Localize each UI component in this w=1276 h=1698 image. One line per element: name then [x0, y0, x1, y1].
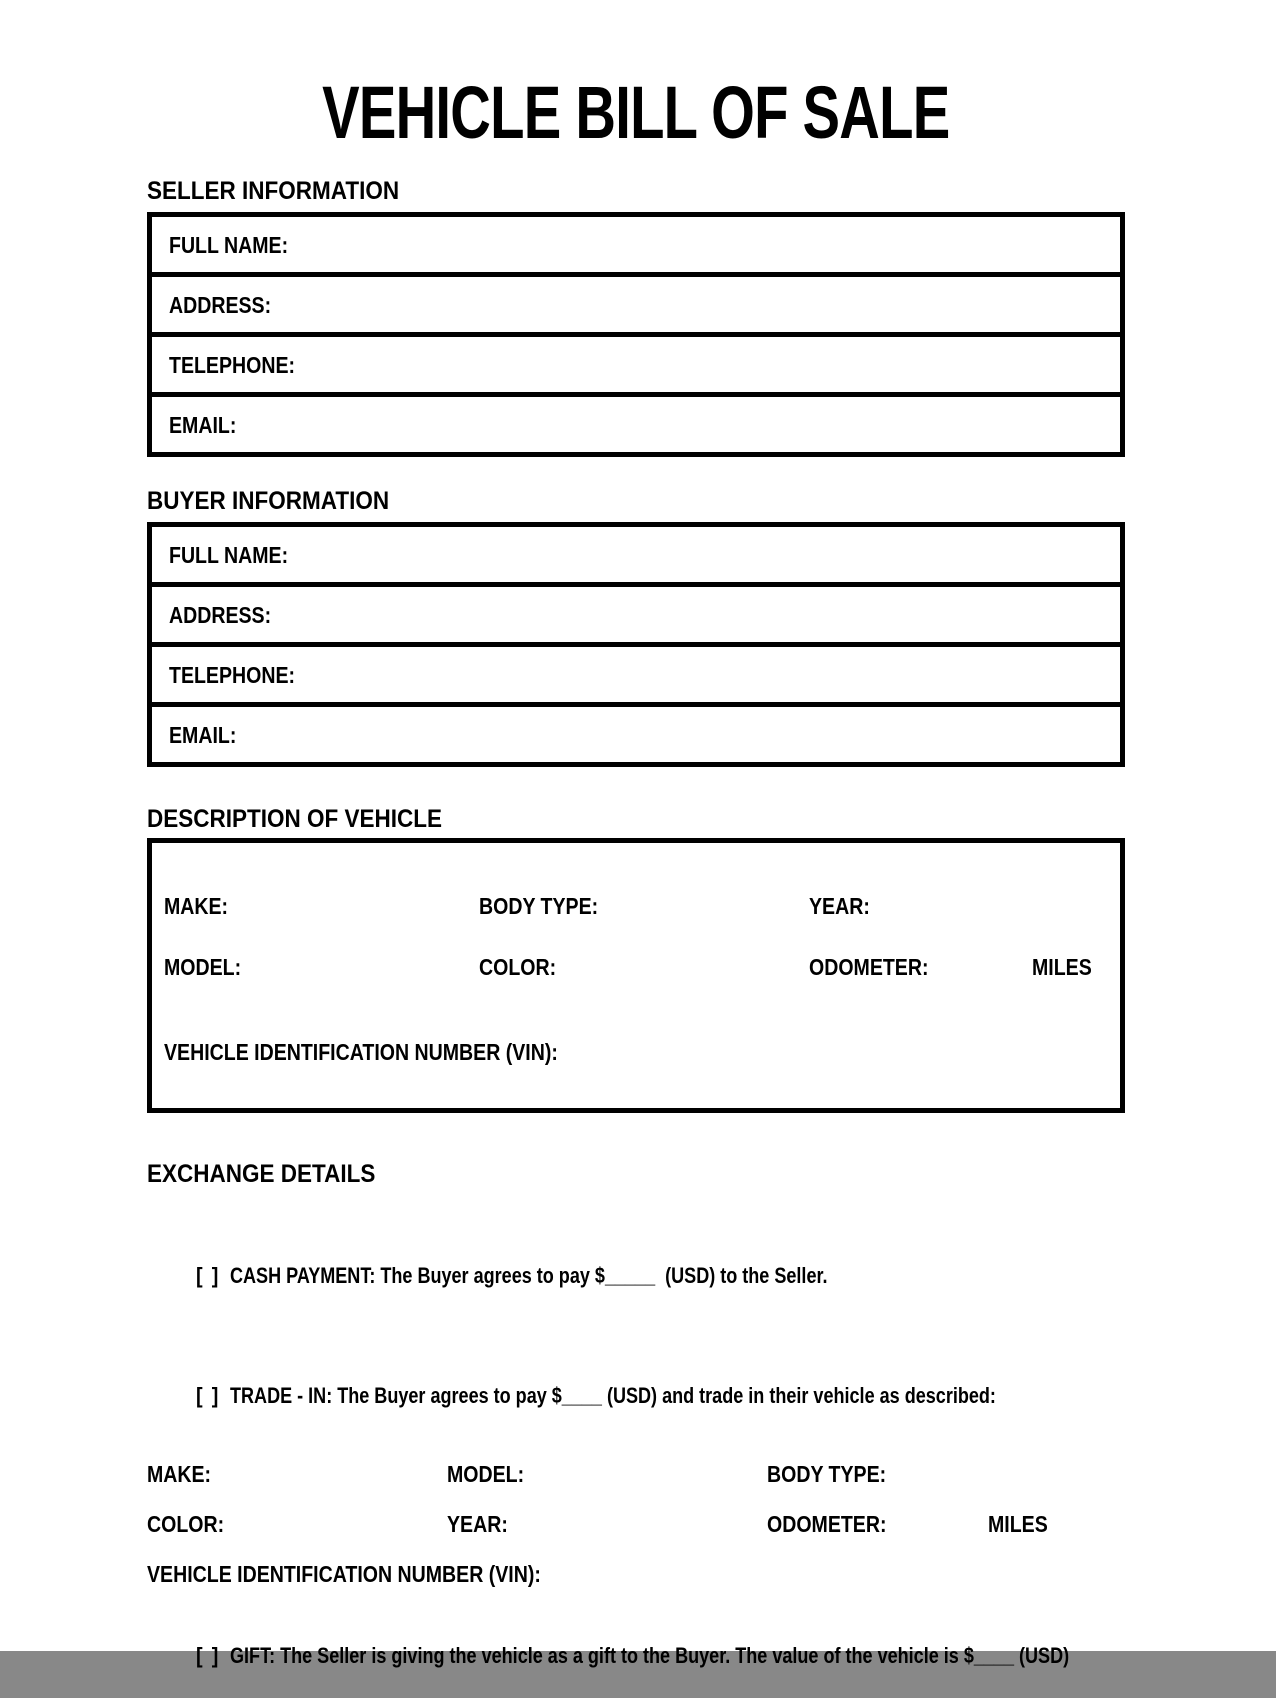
- trade-make-label: MAKE:: [147, 1461, 212, 1487]
- trade-miles-label: MILES: [988, 1511, 1048, 1537]
- vehicle-description-heading-text: DESCRIPTION OF VEHICLE: [147, 805, 443, 833]
- trade-color-label: COLOR:: [147, 1511, 225, 1537]
- exchange-details-heading: [147, 1159, 1125, 1189]
- trade-make-field[interactable]: [147, 1460, 447, 1490]
- vehicle-miles-label: MILES: [1032, 954, 1092, 980]
- trade-model-field[interactable]: [447, 1460, 767, 1490]
- trade-in-checkbox[interactable]: [ ]: [195, 1383, 220, 1408]
- vehicle-body-type-field[interactable]: [479, 891, 809, 921]
- vehicle-description-row-3: [164, 1037, 1120, 1067]
- trade-in-text: TRADE - IN: The Buyer agrees to pay $____ (USD) and trade in their vehicle as described:: [229, 1383, 996, 1408]
- seller-telephone-label: TELEPHONE:: [169, 351, 295, 378]
- trade-vin-label: VEHICLE IDENTIFICATION NUMBER (VIN):: [147, 1561, 541, 1587]
- vehicle-description-box: [147, 838, 1125, 1113]
- trade-body-type-field[interactable]: [767, 1460, 1125, 1490]
- buyer-email-field[interactable]: [152, 707, 1120, 762]
- vehicle-model-label: MODEL:: [164, 954, 242, 980]
- buyer-info-table: [147, 522, 1125, 767]
- document-title: [147, 71, 1125, 154]
- document-content: [147, 0, 1125, 1698]
- vehicle-vin-field[interactable]: [164, 1037, 1120, 1067]
- vehicle-make-field[interactable]: [164, 891, 479, 921]
- buyer-telephone-field[interactable]: [152, 647, 1120, 707]
- seller-information-heading-text: SELLER INFORMATION: [147, 177, 400, 205]
- document-title-text: VEHICLE BILL OF SALE: [322, 71, 950, 154]
- vehicle-vin-label: VEHICLE IDENTIFICATION NUMBER (VIN):: [164, 1039, 558, 1065]
- vehicle-description-row-1: [164, 891, 1120, 921]
- seller-email-label: EMAIL:: [169, 411, 237, 438]
- trade-vin-field[interactable]: [147, 1560, 1125, 1588]
- seller-telephone-field[interactable]: [152, 337, 1120, 397]
- vehicle-year-label: YEAR:: [809, 893, 870, 919]
- trade-miles-unit: [988, 1510, 1125, 1540]
- vehicle-description-section: [147, 804, 1125, 1113]
- buyer-address-label: ADDRESS:: [169, 601, 272, 628]
- vehicle-description-row-2: [164, 952, 1120, 982]
- trade-vehicle-row-1: [147, 1460, 1125, 1490]
- buyer-information-heading: [147, 486, 1125, 516]
- vehicle-body-type-label: BODY TYPE:: [479, 893, 599, 919]
- buyer-telephone-label: TELEPHONE:: [169, 661, 295, 688]
- trade-odometer-field[interactable]: [767, 1510, 988, 1540]
- vehicle-make-label: MAKE:: [164, 893, 229, 919]
- buyer-information-section: [147, 486, 1125, 767]
- trade-odometer-label: ODOMETER:: [767, 1511, 887, 1537]
- trade-year-field[interactable]: [447, 1510, 767, 1540]
- buyer-full-name-label: FULL NAME:: [169, 541, 289, 568]
- vehicle-odometer-field[interactable]: [809, 952, 1032, 982]
- trade-model-label: MODEL:: [447, 1461, 525, 1487]
- trade-year-label: YEAR:: [447, 1511, 508, 1537]
- vehicle-color-field[interactable]: [479, 952, 809, 982]
- seller-info-table: [147, 212, 1125, 457]
- vehicle-description-heading: [147, 804, 1125, 834]
- seller-information-heading: [147, 176, 1125, 206]
- seller-full-name-label: FULL NAME:: [169, 231, 289, 258]
- trade-color-field[interactable]: [147, 1510, 447, 1540]
- trade-body-type-label: BODY TYPE:: [767, 1461, 887, 1487]
- vehicle-model-field[interactable]: [164, 952, 479, 982]
- gift-checkbox[interactable]: [ ]: [195, 1643, 220, 1668]
- trade-vehicle-row-2: [147, 1510, 1125, 1540]
- exchange-details-heading-text: EXCHANGE DETAILS: [147, 1160, 376, 1188]
- vehicle-miles-unit: [1032, 952, 1120, 982]
- cash-payment-text: CASH PAYMENT: The Buyer agrees to pay $_____ (USD) to the Seller.: [229, 1263, 828, 1288]
- cash-payment-option: [147, 1234, 1125, 1318]
- vehicle-color-label: COLOR:: [479, 954, 557, 980]
- buyer-email-label: EMAIL:: [169, 721, 237, 748]
- exchange-details-section: [147, 1159, 1125, 1698]
- vehicle-year-field[interactable]: [809, 891, 1120, 921]
- seller-address-field[interactable]: [152, 277, 1120, 337]
- seller-information-section: [147, 176, 1125, 457]
- seller-address-label: ADDRESS:: [169, 291, 272, 318]
- trade-in-option: [147, 1354, 1125, 1438]
- seller-email-field[interactable]: [152, 397, 1120, 452]
- gift-text: GIFT: The Seller is giving the vehicle as a gift to the Buyer. The value of the vehicle is $____ (USD): [229, 1643, 1069, 1668]
- buyer-full-name-field[interactable]: [152, 527, 1120, 587]
- cash-payment-checkbox[interactable]: [ ]: [195, 1263, 220, 1288]
- gift-option: [147, 1614, 1125, 1698]
- buyer-information-heading-text: BUYER INFORMATION: [147, 487, 390, 515]
- seller-full-name-field[interactable]: [152, 217, 1120, 277]
- buyer-address-field[interactable]: [152, 587, 1120, 647]
- vehicle-odometer-label: ODOMETER:: [809, 954, 929, 980]
